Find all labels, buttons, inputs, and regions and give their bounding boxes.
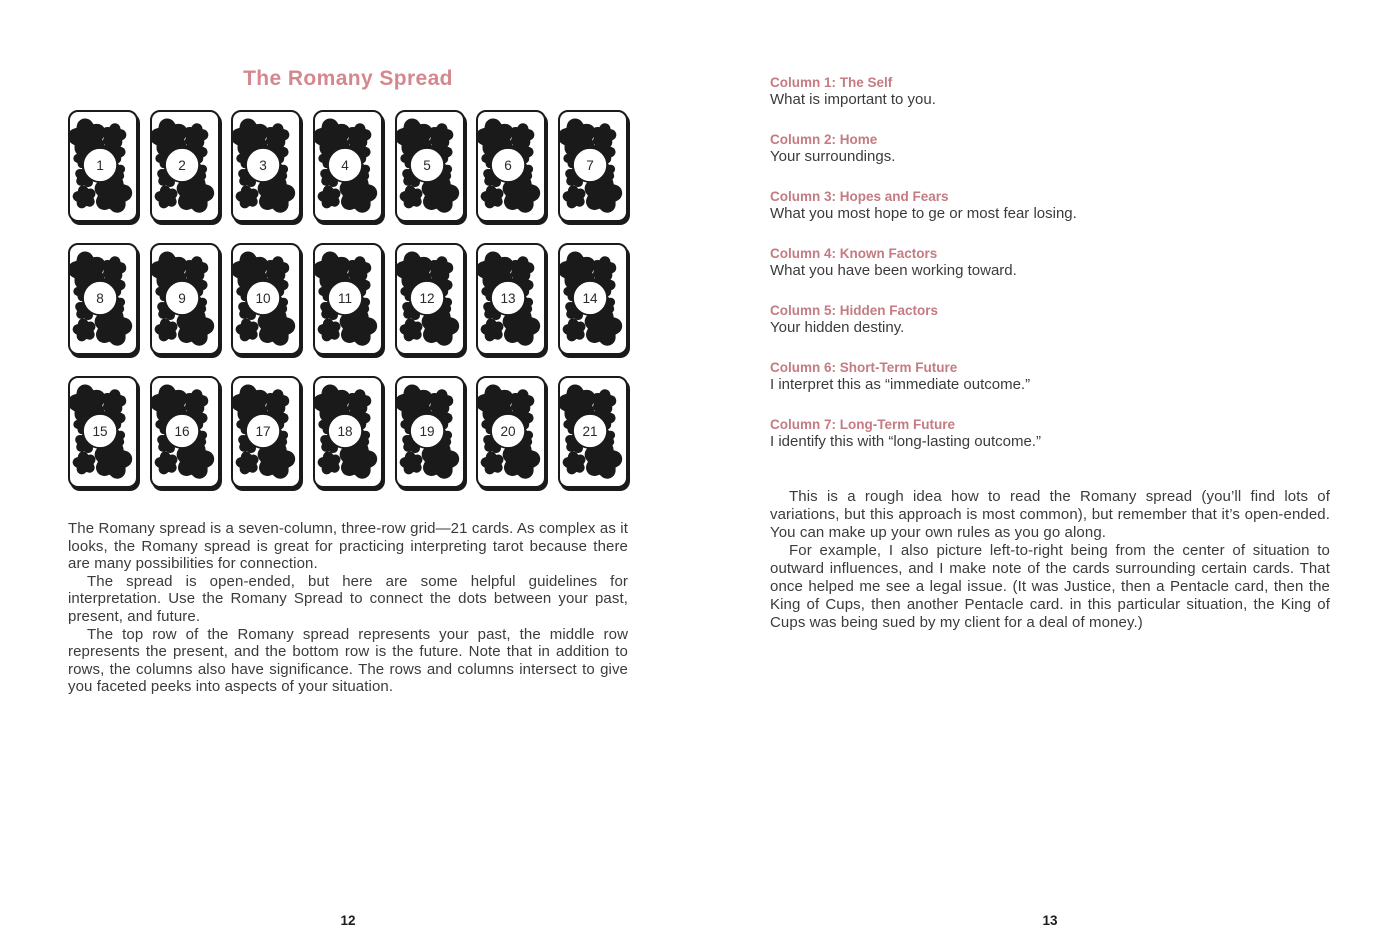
tarot-card bbox=[68, 376, 138, 488]
star-icon bbox=[590, 314, 615, 338]
card-back-decoration bbox=[150, 376, 218, 486]
star-icon bbox=[596, 393, 612, 408]
right-page bbox=[770, 74, 1330, 632]
star-icon bbox=[427, 181, 452, 205]
star-icon bbox=[322, 322, 337, 337]
card-back-decoration bbox=[68, 110, 136, 220]
star-icon bbox=[565, 258, 590, 282]
right-body-copy bbox=[770, 488, 1330, 632]
star-icon bbox=[427, 447, 452, 471]
body-paragraph: The Romany spread is a seven-column, three-row grid—21 cards. As complex as it looks, the Romany spread is great for practicing interpreting tarot because there are many possibilities for connection. bbox=[68, 520, 628, 573]
column-section bbox=[770, 302, 1330, 336]
star-icon bbox=[269, 260, 285, 275]
star-icon bbox=[100, 181, 125, 205]
tarot-card bbox=[150, 376, 220, 488]
column-heading: Column 7: Long-Term Future bbox=[770, 417, 955, 432]
card-number: 13 bbox=[500, 290, 516, 306]
star-icon bbox=[401, 258, 426, 282]
card-number: 4 bbox=[341, 157, 349, 173]
column-section bbox=[770, 416, 1330, 450]
card-grid bbox=[68, 110, 628, 488]
column-guide-list bbox=[770, 74, 1330, 450]
star-icon bbox=[514, 393, 530, 408]
page-number: 13 bbox=[1042, 913, 1058, 928]
card-back-decoration bbox=[68, 243, 136, 353]
star-icon bbox=[240, 189, 255, 204]
star-icon bbox=[567, 322, 582, 337]
star-icon bbox=[77, 322, 92, 337]
card-number: 14 bbox=[582, 290, 598, 306]
card-number: 15 bbox=[92, 423, 108, 439]
column-section bbox=[770, 188, 1330, 222]
tarot-card bbox=[476, 376, 546, 488]
star-icon bbox=[351, 127, 367, 142]
card-number: 16 bbox=[174, 423, 190, 439]
star-icon bbox=[238, 391, 263, 415]
star-icon bbox=[351, 260, 367, 275]
star-icon bbox=[320, 125, 345, 149]
column-section bbox=[770, 131, 1330, 165]
column-section bbox=[770, 245, 1330, 279]
star-icon bbox=[238, 125, 263, 149]
star-icon bbox=[187, 127, 203, 142]
tarot-card bbox=[150, 110, 220, 222]
star-icon bbox=[485, 189, 500, 204]
tarot-card bbox=[476, 110, 546, 222]
star-icon bbox=[100, 447, 125, 471]
card-number: 5 bbox=[422, 157, 431, 173]
card-back-decoration bbox=[313, 243, 381, 353]
card-back-decoration bbox=[558, 110, 626, 220]
card-number: 10 bbox=[255, 290, 271, 306]
star-icon bbox=[485, 322, 500, 337]
star-icon bbox=[77, 189, 92, 204]
star-icon bbox=[269, 393, 285, 408]
star-icon bbox=[187, 260, 203, 275]
card-number: 21 bbox=[582, 423, 598, 439]
star-icon bbox=[345, 314, 370, 338]
tarot-card bbox=[558, 110, 628, 222]
star-icon bbox=[158, 455, 173, 470]
star-icon bbox=[75, 258, 100, 282]
star-icon bbox=[240, 322, 255, 337]
column-description: I interpret this as “immediate outcome.” bbox=[770, 376, 1031, 393]
tarot-card bbox=[395, 376, 465, 488]
star-icon bbox=[485, 455, 500, 470]
card-number: 9 bbox=[177, 290, 186, 306]
card-back-decoration bbox=[395, 376, 463, 486]
card-back-decoration bbox=[558, 243, 626, 353]
tarot-card bbox=[68, 110, 138, 222]
card-number: 2 bbox=[177, 157, 186, 173]
column-section bbox=[770, 359, 1330, 393]
star-icon bbox=[264, 181, 289, 205]
star-icon bbox=[158, 322, 173, 337]
tarot-card bbox=[313, 243, 383, 355]
star-icon bbox=[269, 127, 285, 142]
column-description: Your hidden destiny. bbox=[770, 319, 905, 336]
star-icon bbox=[106, 260, 122, 275]
card-number: 3 bbox=[259, 157, 268, 173]
star-icon bbox=[75, 391, 100, 415]
tarot-card bbox=[231, 110, 301, 222]
tarot-card bbox=[150, 243, 220, 355]
column-heading: Column 6: Short-Term Future bbox=[770, 360, 958, 375]
star-icon bbox=[320, 258, 345, 282]
star-icon bbox=[75, 125, 100, 149]
left-page bbox=[68, 66, 628, 696]
star-icon bbox=[100, 314, 125, 338]
star-icon bbox=[182, 314, 207, 338]
card-back-decoration bbox=[558, 376, 626, 486]
card-back-decoration bbox=[313, 376, 381, 486]
star-icon bbox=[565, 125, 590, 149]
star-icon bbox=[77, 455, 92, 470]
star-icon bbox=[264, 314, 289, 338]
star-icon bbox=[514, 260, 530, 275]
column-description: What you most hope to ge or most fear losing. bbox=[770, 205, 1077, 222]
star-icon bbox=[320, 391, 345, 415]
star-icon bbox=[106, 127, 122, 142]
card-back-decoration bbox=[231, 376, 299, 486]
star-icon bbox=[509, 181, 534, 205]
star-icon bbox=[427, 314, 452, 338]
star-icon bbox=[345, 181, 370, 205]
card-number: 11 bbox=[337, 290, 353, 306]
star-icon bbox=[158, 189, 173, 204]
body-paragraph: The top row of the Romany spread represents your past, the middle row represents the present, and the bottom row is the future. Note that in addition to rows, the columns also have significance. The rows and columns intersect to give you faceted peeks into aspects of your situation. bbox=[68, 625, 628, 696]
column-heading: Column 1: The Self bbox=[770, 75, 893, 90]
card-back-decoration bbox=[150, 243, 218, 353]
card-back-decoration bbox=[68, 376, 136, 486]
star-icon bbox=[590, 447, 615, 471]
star-icon bbox=[483, 258, 508, 282]
card-number: 17 bbox=[255, 423, 271, 439]
star-icon bbox=[483, 391, 508, 415]
column-description: What is important to you. bbox=[770, 91, 936, 108]
tarot-card bbox=[313, 376, 383, 488]
star-icon bbox=[322, 189, 337, 204]
tarot-card bbox=[395, 243, 465, 355]
star-icon bbox=[403, 455, 418, 470]
star-icon bbox=[106, 393, 122, 408]
card-number: 20 bbox=[500, 423, 516, 439]
column-description: What you have been working toward. bbox=[770, 262, 1017, 279]
tarot-card bbox=[231, 243, 301, 355]
tarot-card bbox=[68, 243, 138, 355]
body-paragraph: For example, I also picture left-to-right being from the center of situation to outward influences, and I make note of the cards surrounding certain cards. That once helped me see a legal issue. (It was Justice, then a Pentacle card, then the King of Cups, then another Pentacle card. in this particular situation, the King of Cups was being sued by my client for a deal of money.) bbox=[770, 542, 1330, 631]
tarot-card bbox=[231, 376, 301, 488]
tarot-card bbox=[476, 243, 546, 355]
star-icon bbox=[596, 127, 612, 142]
body-paragraph: This is a rough idea how to read the Romany spread (you’ll find lots of variations, but this approach is most common), but remember that it’s open-ended. You can make up your own rules as you go along. bbox=[770, 488, 1330, 541]
star-icon bbox=[401, 391, 426, 415]
tarot-card bbox=[558, 243, 628, 355]
card-number: 12 bbox=[419, 290, 435, 306]
card-back-decoration bbox=[476, 243, 544, 353]
tarot-card bbox=[313, 110, 383, 222]
page-title: The Romany Spread bbox=[243, 67, 453, 90]
star-icon bbox=[182, 447, 207, 471]
card-number: 18 bbox=[337, 423, 353, 439]
star-icon bbox=[187, 393, 203, 408]
card-number: 8 bbox=[96, 290, 104, 306]
star-icon bbox=[432, 260, 448, 275]
card-back-decoration bbox=[395, 243, 463, 353]
star-icon bbox=[240, 455, 255, 470]
card-number: 7 bbox=[586, 157, 594, 173]
card-back-decoration bbox=[476, 376, 544, 486]
star-icon bbox=[567, 189, 582, 204]
star-icon bbox=[567, 455, 582, 470]
column-description: I identify this with “long-lasting outcome.” bbox=[770, 433, 1041, 450]
card-back-decoration bbox=[313, 110, 381, 220]
tarot-card bbox=[395, 110, 465, 222]
card-number: 1 bbox=[96, 157, 104, 173]
card-number: 6 bbox=[504, 157, 513, 173]
column-description: Your surroundings. bbox=[770, 148, 896, 165]
tarot-card bbox=[558, 376, 628, 488]
star-icon bbox=[509, 447, 534, 471]
column-heading: Column 2: Home bbox=[770, 132, 878, 147]
card-number: 19 bbox=[419, 423, 435, 439]
star-icon bbox=[403, 322, 418, 337]
body-paragraph: The spread is open-ended, but here are some helpful guidelines for interpretation. Use the Romany Spread to connect the dots between your past, present, and future. bbox=[68, 572, 628, 625]
star-icon bbox=[156, 125, 181, 149]
left-body-copy bbox=[68, 520, 628, 696]
card-back-decoration bbox=[150, 110, 218, 220]
star-icon bbox=[483, 125, 508, 149]
column-section bbox=[770, 74, 1330, 108]
star-icon bbox=[401, 125, 426, 149]
card-back-decoration bbox=[395, 110, 463, 220]
star-icon bbox=[432, 127, 448, 142]
card-back-decoration bbox=[231, 243, 299, 353]
card-back-decoration bbox=[231, 110, 299, 220]
star-icon bbox=[351, 393, 367, 408]
star-icon bbox=[238, 258, 263, 282]
star-icon bbox=[403, 189, 418, 204]
star-icon bbox=[156, 391, 181, 415]
star-icon bbox=[514, 127, 530, 142]
page-number: 12 bbox=[340, 913, 356, 928]
star-icon bbox=[322, 455, 337, 470]
column-heading: Column 3: Hopes and Fears bbox=[770, 189, 949, 204]
star-icon bbox=[264, 447, 289, 471]
star-icon bbox=[432, 393, 448, 408]
star-icon bbox=[590, 181, 615, 205]
card-back-decoration bbox=[476, 110, 544, 220]
star-icon bbox=[565, 391, 590, 415]
column-heading: Column 5: Hidden Factors bbox=[770, 303, 939, 318]
column-heading: Column 4: Known Factors bbox=[770, 246, 938, 261]
star-icon bbox=[156, 258, 181, 282]
star-icon bbox=[345, 447, 370, 471]
star-icon bbox=[596, 260, 612, 275]
star-icon bbox=[182, 181, 207, 205]
star-icon bbox=[509, 314, 534, 338]
